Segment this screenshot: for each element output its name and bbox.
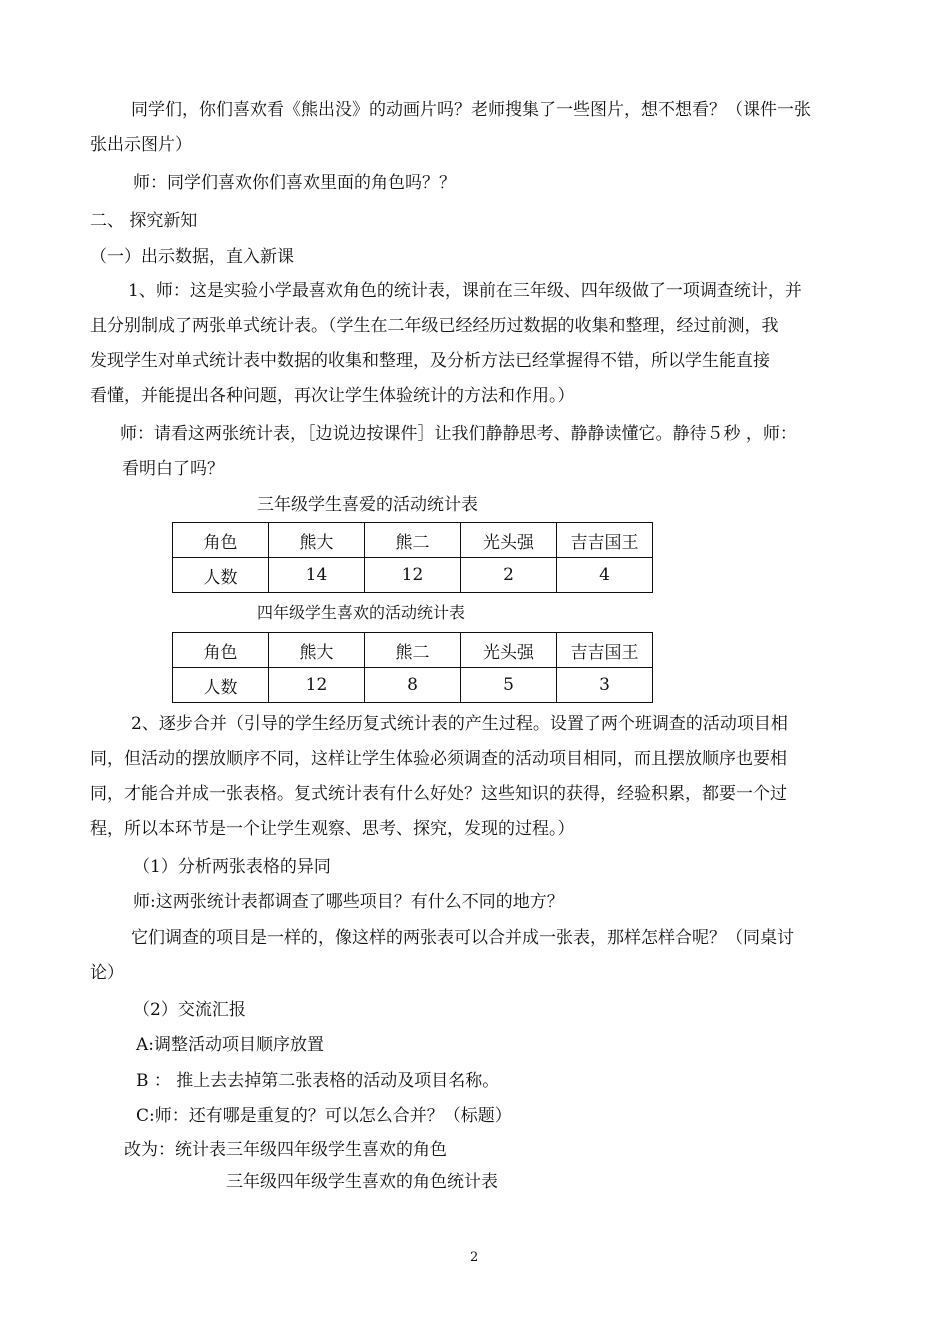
table-cell: 熊二 [365,633,461,668]
step2-point-c: C:师：还有哪是重复的？可以怎么合并？（标题） [136,1106,512,1126]
step1-answer: 它们调查的项目是一样的，像这样的两张表可以合并成一张表，那样怎样合呢？（同桌讨 [131,928,794,948]
table-cell: 光头强 [461,633,557,668]
subsection-heading: （一）出示数据，直入新课 [90,247,294,267]
table-cell: 12 [365,558,461,593]
table-cell: 吉吉国王 [557,633,653,668]
table-header-row [173,523,653,558]
step1-question: 师:这两张统计表都调查了哪些项目？有什么不同的地方？ [133,892,564,912]
changed-title-line: 改为：统计表三年级四年级学生喜欢的角色 [124,1140,447,1160]
table-cell: 人数 [173,558,269,593]
section-heading: 二、 探究新知 [90,211,198,231]
combined-table-caption: 三年级四年级学生喜欢的角色统计表 [226,1172,498,1192]
table-cell: 人数 [173,668,269,703]
table-row [173,668,653,703]
table-cell: 光头强 [461,523,557,558]
item2-line: 同，才能合并成一张表格。复式统计表有什么好处？这些知识的获得，经验积累，都要一个过 [90,784,787,804]
teacher-instruction: 师：请看这两张统计表，［边说边按课件］让我们静静思考、静静读懂它。静待５秒 ，师： [120,424,797,444]
item1-line: 看懂，并能提出各种问题，再次让学生体验统计的方法和作用。） [90,386,575,406]
table-cell: 熊二 [365,523,461,558]
table-cell: 吉吉国王 [557,523,653,558]
paragraph-intro: 同学们，你们喜欢看《熊出没》的动画片吗？老师搜集了一些图片，想不想看？（课件一张 [131,100,811,120]
teacher-question: 师：同学们喜欢你们喜欢里面的角色吗？？ [133,173,456,193]
table2-caption: 四年级学生喜欢的活动统计表 [257,603,466,622]
table-cell: 角色 [173,633,269,668]
item1-line: 发现学生对单式统计表中数据的收集和整理，及分析方法已经掌握得不错，所以学生能直接 [90,351,770,371]
paragraph-intro-cont: 张出示图片） [90,135,192,155]
item2-line: 2、逐步合并（引导的学生经历复式统计表的产生过程。设置了两个班调查的活动项目相 [131,714,788,734]
table-row [173,558,653,593]
table-cell: 4 [557,558,653,593]
grade3-stat-table [172,522,653,593]
step1-answer-cont: 论） [90,963,124,983]
table-cell: 3 [557,668,653,703]
table-header-row [173,633,653,668]
table-cell: 12 [269,668,365,703]
table-cell: 5 [461,668,557,703]
page-number: 2 [470,1250,479,1265]
step2-point-b: B ： 推上去去掉第二张表格的活动及项目名称。 [136,1071,500,1091]
step1-heading: （1）分析两张表格的异同 [133,857,331,877]
teacher-instruction-cont: 看明白了吗？ [122,459,224,479]
table-cell: 角色 [173,523,269,558]
item1-line: 1、师：这是实验小学最喜欢角色的统计表，课前在三年级、四年级做了一项调查统计，并 [128,281,802,301]
item2-line: 同，但活动的摆放顺序不同，这样让学生体验必须调查的活动项目相同，而且摆放顺序也要相 [90,749,787,769]
step2-point-a: A:调整活动项目顺序放置 [136,1035,325,1055]
table-cell: 熊大 [269,523,365,558]
step2-heading: （2）交流汇报 [133,1000,246,1020]
item1-line: 且分别制成了两张单式统计表。（学生在二年级已经经历过数据的收集和整理，经过前测，我 [90,316,779,336]
table-cell: 14 [269,558,365,593]
table1-caption: 三年级学生喜爱的活动统计表 [257,495,478,515]
grade4-stat-table [172,632,653,703]
table-cell: 2 [461,558,557,593]
item2-line: 程，所以本环节是一个让学生观察、思考、探究，发现的过程。） [90,819,575,839]
table-cell: 熊大 [269,633,365,668]
table-cell: 8 [365,668,461,703]
